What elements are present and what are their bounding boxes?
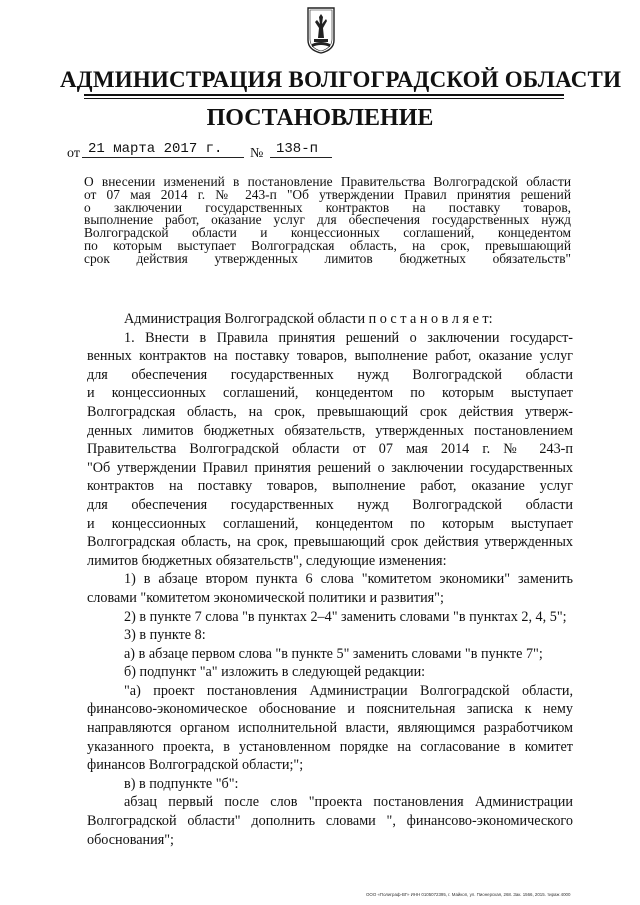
body-line: словами "комитетом экономической политики и развития"; [87, 589, 444, 606]
printer-imprint: ООО «Полиграф-ВГ» ИНН 0105072395, г. Майкоп, ул. Пионерская, 268. Зак. 1566, 2015. тираж 4000 [366, 892, 571, 897]
subject-line: О внесении изменений в постановление Правительства Волгоградской области [84, 174, 571, 189]
body-line: финансов Волгоградской области;"; [87, 757, 304, 774]
body-line: венных контрактов на поставку товаров, выполнение работ, оказание услуг [87, 348, 573, 365]
body-line: Правительства Волгоградской области от 07 мая 2014 г. № 243-п [87, 441, 573, 458]
body-line: 1. Внести в Правила принятия решений о заключении государст- [124, 329, 573, 346]
body-line: и концессионных соглашений, концедентом по которым выступает [87, 385, 573, 402]
subject-line: срок действия утвержденных лимитов бюджетных обязательств" [84, 250, 571, 266]
body-line: обоснования"; [87, 831, 174, 848]
organization-name: АДМИНИСТРАЦИЯ ВОЛГОГРАДСКОЙ ОБЛАСТИ [60, 67, 622, 92]
body-line: для обеспечения государственных нужд Волгоградской области [87, 496, 573, 513]
document-subject [84, 176, 571, 266]
body-line: "Об утверждении Правил принятия решений о заключении государственных [87, 459, 573, 476]
date-underline [82, 157, 244, 158]
body-line: "а) проект постановления Администрации Волгоградской области, [124, 682, 573, 699]
body-line: направляются органом исполнительной власти, являющимся разработчиком [87, 720, 573, 737]
body-line: для обеспечения государственных нужд Волгоградской области [87, 366, 573, 383]
body-line: а) в абзаце первом слова "в пункте 5" заменить словами "в пункте 7"; [124, 645, 543, 662]
document-body [87, 310, 573, 849]
body-line: 1) в абзаце втором пункта 6 слова "комитетом экономики" заменить [124, 571, 573, 588]
body-line: абзац первый после слов "проекта постановления Администрации [124, 794, 573, 811]
body-line: контрактов на поставку товаров, выполнение работ, оказание услуг [87, 478, 573, 495]
header-divider-thick [84, 94, 564, 96]
body-line: б) подпункт "а" изложить в следующей редакции: [124, 664, 426, 681]
header-divider-thin [84, 98, 564, 99]
subject-line: выполнение работ, оказание услуг для обеспечения государственных нужд [84, 212, 571, 228]
subject-line: по которым выступает Волгоградская область, на срок, превышающий [84, 237, 571, 253]
date-prefix: от [67, 146, 80, 161]
coat-of-arms-emblem [306, 6, 336, 54]
body-line: денных лимитов бюджетных обязательств, утвержденных постановлением [87, 422, 573, 439]
subject-line: Волгоградской области и концессионных соглашений, концедентом [84, 225, 571, 241]
document-number: 138-п [276, 141, 319, 157]
body-line: 3) в пункте 8: [124, 627, 206, 644]
body-line: лимитов бюджетных обязательств", следующие изменения: [87, 552, 447, 569]
body-line: финансово-экономическое обоснование и пояснительная записка к нему [87, 701, 573, 718]
document-type-title: ПОСТАНОВЛЕНИЕ [206, 105, 434, 131]
subject-line: о заключении государственных контрактов на поставку товаров, [84, 199, 571, 215]
body-line: 2) в пункте 7 слова "в пунктах 2–4" заменить словами "в пунктах 2, 4, 5"; [124, 608, 567, 625]
number-prefix: № [250, 146, 264, 161]
body-line: Администрация Волгоградской области п о с т а н о в л я е т: [124, 311, 493, 327]
document-date: 21 марта 2017 г. [88, 141, 223, 157]
body-line: указанного проекта, в установленном порядке на согласование в комитет [87, 738, 573, 755]
body-line: в) в подпункте "б": [124, 775, 239, 792]
number-underline [270, 157, 332, 158]
body-line: Волгоградская область, на срок, превышающий срок действия утверж- [87, 403, 573, 420]
subject-line: от 07 мая 2014 г. № 243-п "Об утверждении Правил принятия решений [84, 186, 571, 202]
body-line: Волгоградская область, на срок, превышающий срок действия утвержденных [87, 534, 573, 551]
body-line: Волгоградской области" дополнить словами ", финансово-экономического [87, 813, 573, 830]
body-line: и концессионных соглашений, концедентом по которым выступает [87, 515, 573, 532]
